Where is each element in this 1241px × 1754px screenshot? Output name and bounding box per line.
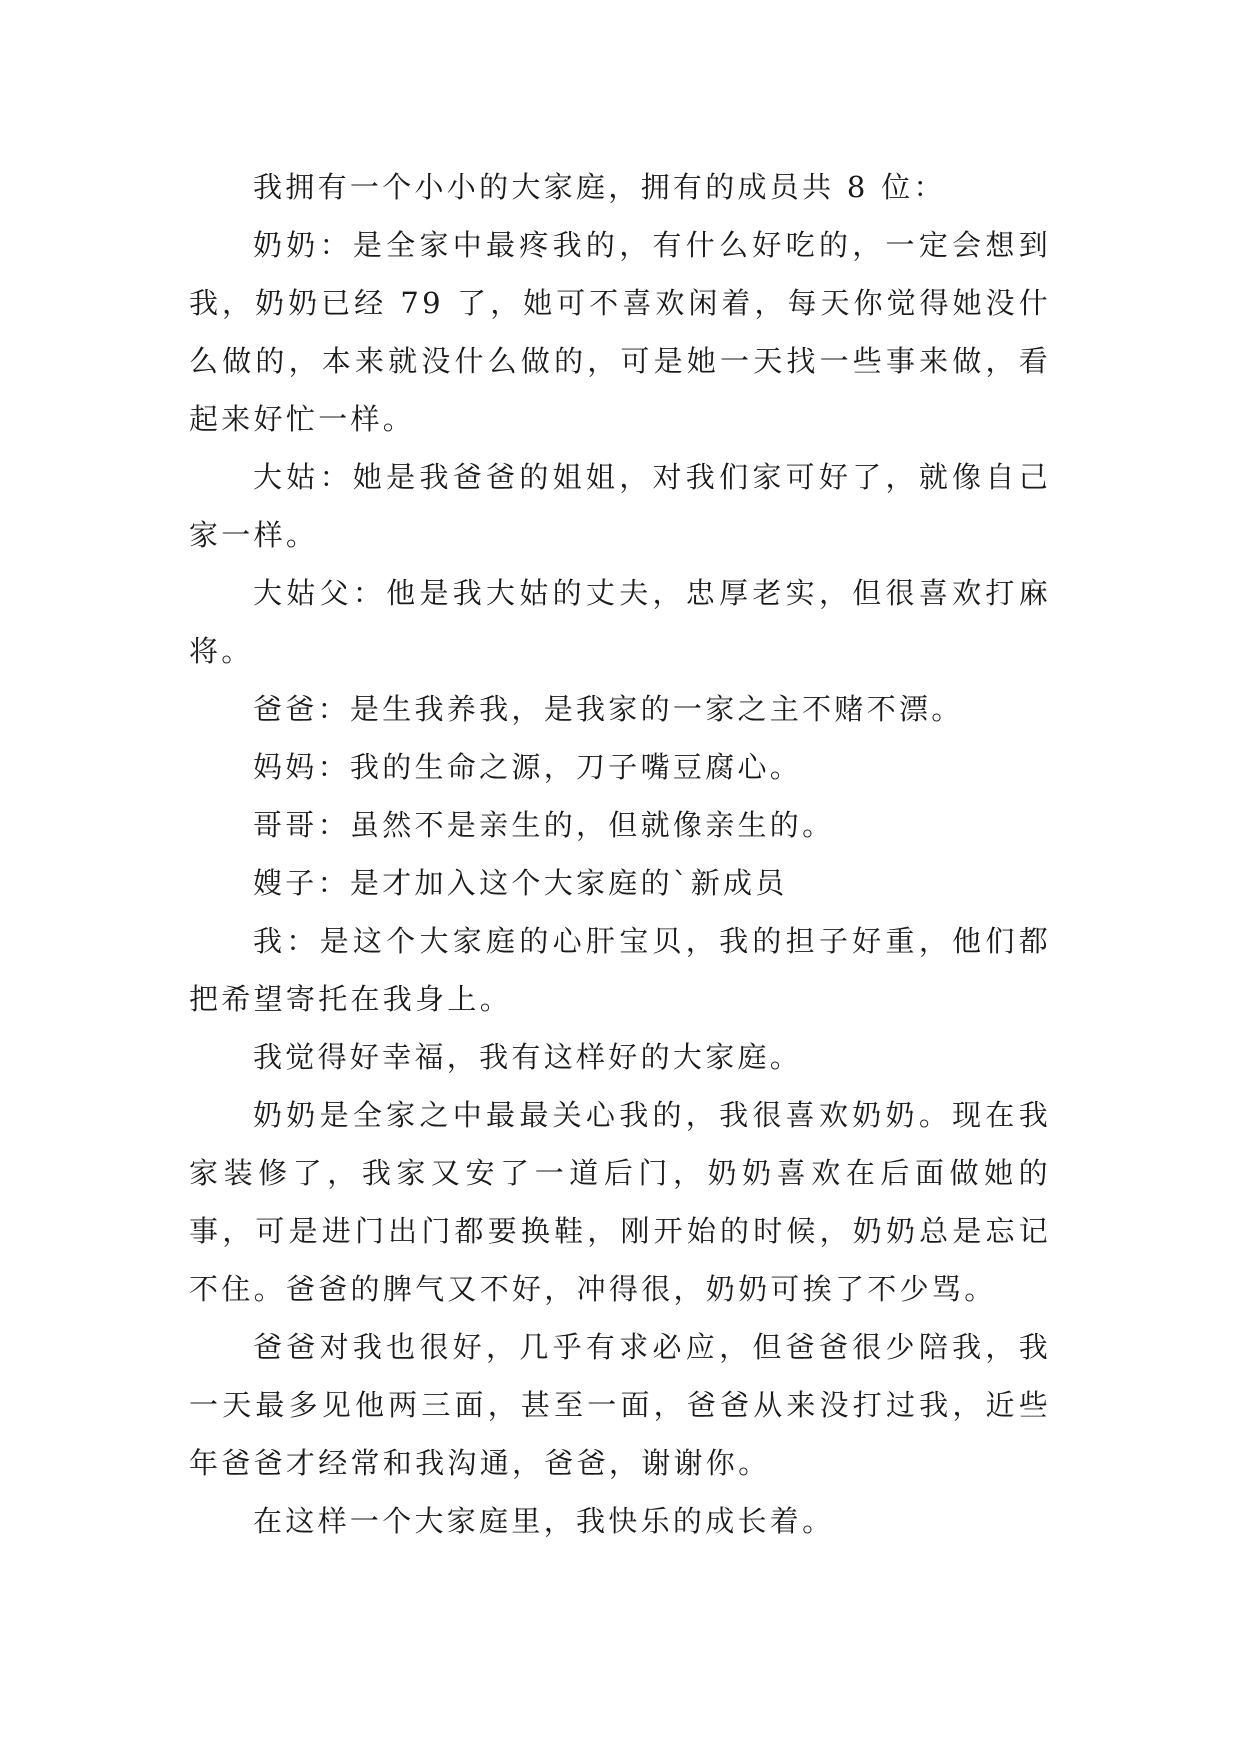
paragraph-grandma: 奶奶：是全家中最疼我的，有什么好吃的，一定会想到我，奶奶已经 79 了，她可不喜欢闲着，每天你觉得她没什么做的，本来就没什么做的，可是她一天找一些事来做，看起来好忙一样。 [189, 228, 1051, 436]
paragraph-grandma-story: 奶奶是全家之中最最关心我的，我很喜欢奶奶。现在我家装修了，我家又安了一道后门，奶奶喜欢在后面做她的事，可是进门出门都要换鞋，刚开始的时候，奶奶总是忘记不住。爸爸的脾气又不好，冲得很，奶奶可挨了不少骂。 [189, 1098, 1051, 1306]
paragraph-father: 爸爸：是生我养我，是我家的一家之主不赌不漂。 [253, 692, 964, 726]
paragraph-brother: 哥哥：虽然不是亲生的，但就像亲生的。 [253, 808, 835, 842]
paragraph-sister-in-law: 嫂子：是才加入这个大家庭的`新成员 [253, 866, 788, 900]
paragraph-conclusion: 在这样一个大家庭里，我快乐的成长着。 [253, 1504, 835, 1538]
paragraph-happiness: 我觉得好幸福，我有这样好的大家庭。 [253, 1040, 803, 1074]
document-body [189, 158, 1051, 1550]
paragraph-father-story: 爸爸对我也很好，几乎有求必应，但爸爸很少陪我，我一天最多见他两三面，甚至一面，爸爸从来没打过我，近些年爸爸才经常和我沟通，爸爸，谢谢你。 [189, 1330, 1051, 1480]
paragraph-me: 我：是这个大家庭的心肝宝贝，我的担子好重，他们都把希望寄托在我身上。 [189, 924, 1051, 1016]
paragraph-mother: 妈妈：我的生命之源，刀子嘴豆腐心。 [253, 750, 803, 784]
paragraph-aunt: 大姑：她是我爸爸的姐姐，对我们家可好了，就像自己家一样。 [189, 460, 1051, 552]
paragraph-uncle: 大姑父：他是我大姑的丈夫，忠厚老实，但很喜欢打麻将。 [189, 576, 1051, 668]
paragraph-intro: 我拥有一个小小的大家庭，拥有的成员共 8 位： [253, 170, 946, 204]
